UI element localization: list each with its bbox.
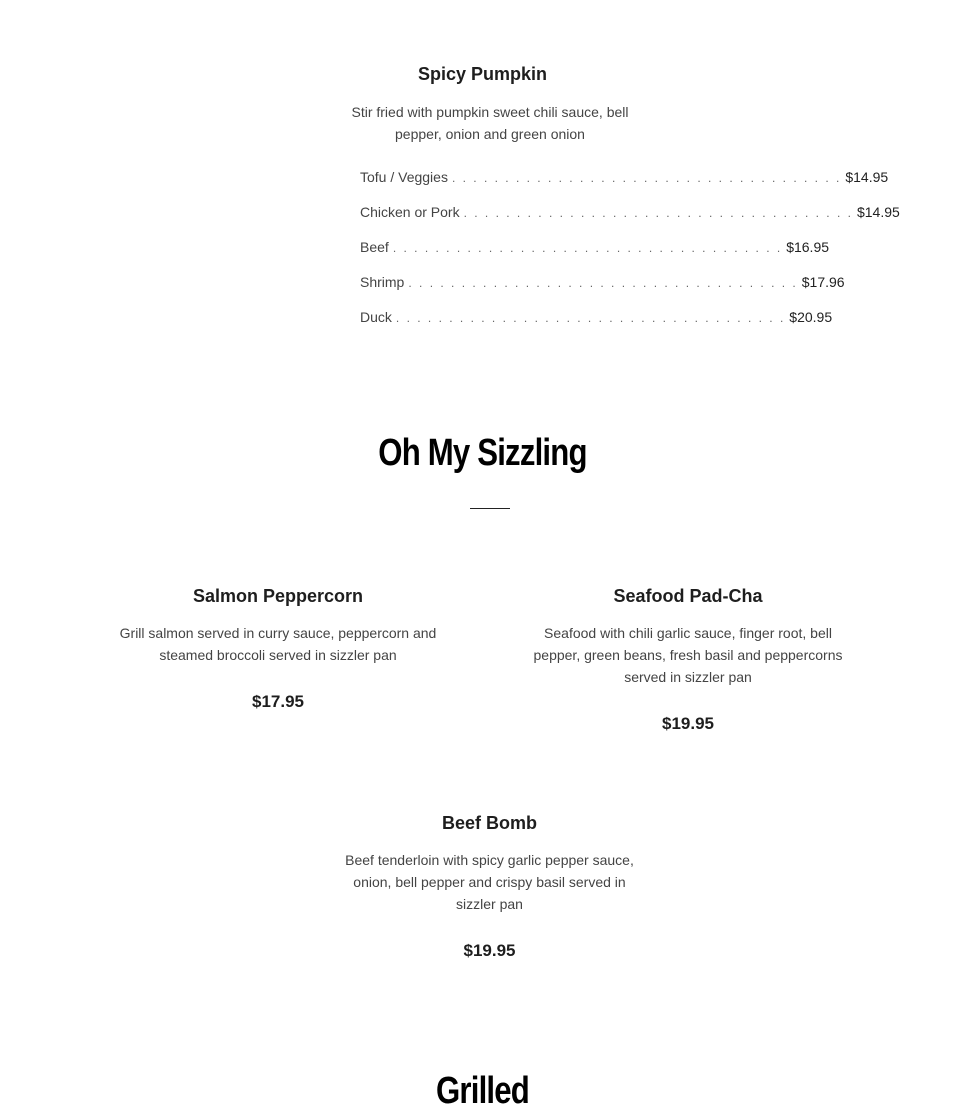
option-name: Tofu / Veggies xyxy=(360,169,448,185)
price-option-row xyxy=(360,239,830,274)
option-name: Shrimp xyxy=(360,274,405,290)
option-price: $17.96 xyxy=(801,274,845,290)
menu-item-description: Beef tenderloin with spicy garlic pepper sauce, onion, bell pepper and crispy basil served in sizzler pan xyxy=(345,852,634,912)
price-option-row xyxy=(360,309,833,344)
menu-item-card xyxy=(528,586,848,734)
menu-item-card xyxy=(332,813,647,961)
menu-item-title: Seafood Pad-Cha xyxy=(613,586,763,606)
menu-item-description: Seafood with chili garlic sauce, finger root, bell pepper, green beans, fresh basil and peppercorns served in sizzler pan xyxy=(533,625,843,685)
price-option-row xyxy=(360,204,900,239)
option-name: Beef xyxy=(360,239,389,255)
option-name: Chicken or Pork xyxy=(360,204,460,220)
option-price: $16.95 xyxy=(786,239,830,255)
leader-dots: . . . . . . . . . . . . . . . . . . . . . . . . . . . . . . . . . . . . . xyxy=(392,241,783,255)
leader-dots: . . . . . . . . . . . . . . . . . . . . . . . . . . . . . . . . . . . . . xyxy=(451,171,842,185)
option-name: Duck xyxy=(360,309,392,325)
price-option-row xyxy=(360,169,889,204)
menu-item-title: Beef Bomb xyxy=(441,813,537,833)
menu-item-title: Spicy Pumpkin xyxy=(417,64,548,84)
menu-item-price: $19.95 xyxy=(662,714,714,733)
option-price: $14.95 xyxy=(856,204,900,220)
price-option-row xyxy=(360,274,845,309)
section-heading-sizzling: Oh My Sizzling xyxy=(378,432,587,474)
option-price: $20.95 xyxy=(789,309,833,325)
section-divider xyxy=(470,508,510,509)
menu-item-price: $19.95 xyxy=(463,941,516,960)
option-price: $14.95 xyxy=(845,169,889,185)
menu-item-description: Stir fried with pumpkin sweet chili sauce, bell pepper, onion and green onion xyxy=(351,104,629,142)
leader-dots: . . . . . . . . . . . . . . . . . . . . . . . . . . . . . . . . . . . . . xyxy=(408,276,798,290)
menu-item-card xyxy=(118,586,438,712)
leader-dots: . . . . . . . . . . . . . . . . . . . . . . . . . . . . . . . . . . . . . xyxy=(395,311,786,325)
menu-item-title: Salmon Peppercorn xyxy=(192,586,364,606)
menu-item-description: Grill salmon served in curry sauce, peppercorn and steamed broccoli served in sizzler pan xyxy=(119,625,437,663)
menu-item-price: $17.95 xyxy=(252,692,304,711)
section-heading-grilled: Grilled xyxy=(436,1070,529,1112)
price-options-list xyxy=(360,169,900,344)
leader-dots: . . . . . . . . . . . . . . . . . . . . . . . . . . . . . . . . . . . . . xyxy=(463,206,853,220)
